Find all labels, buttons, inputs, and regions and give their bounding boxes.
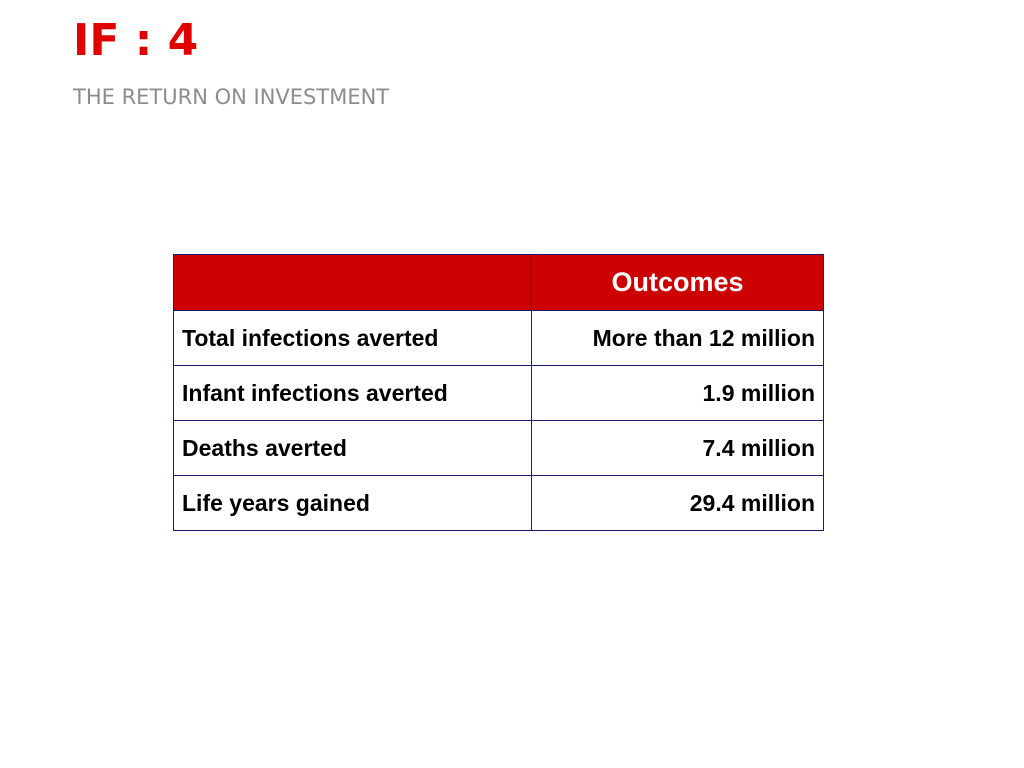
row-value: 29.4 million [532,476,824,531]
table-body [174,311,824,531]
header-outcomes-cell: Outcomes [532,255,824,311]
table-row [174,421,824,476]
table-row [174,311,824,366]
row-value: 1.9 million [532,366,824,421]
row-label: Life years gained [174,476,532,531]
table-header [174,255,824,311]
row-value: More than 12 million [532,311,824,366]
table-row [174,366,824,421]
header-empty-cell [174,255,532,311]
outcomes-table [173,254,824,531]
table-row [174,476,824,531]
row-label: Total infections averted [174,311,532,366]
slide-subtitle: THE RETURN ON INVESTMENT [73,85,390,109]
row-label: Infant infections averted [174,366,532,421]
slide-title: IF : 4 [73,15,199,66]
row-value: 7.4 million [532,421,824,476]
header-row [174,255,824,311]
row-label: Deaths averted [174,421,532,476]
